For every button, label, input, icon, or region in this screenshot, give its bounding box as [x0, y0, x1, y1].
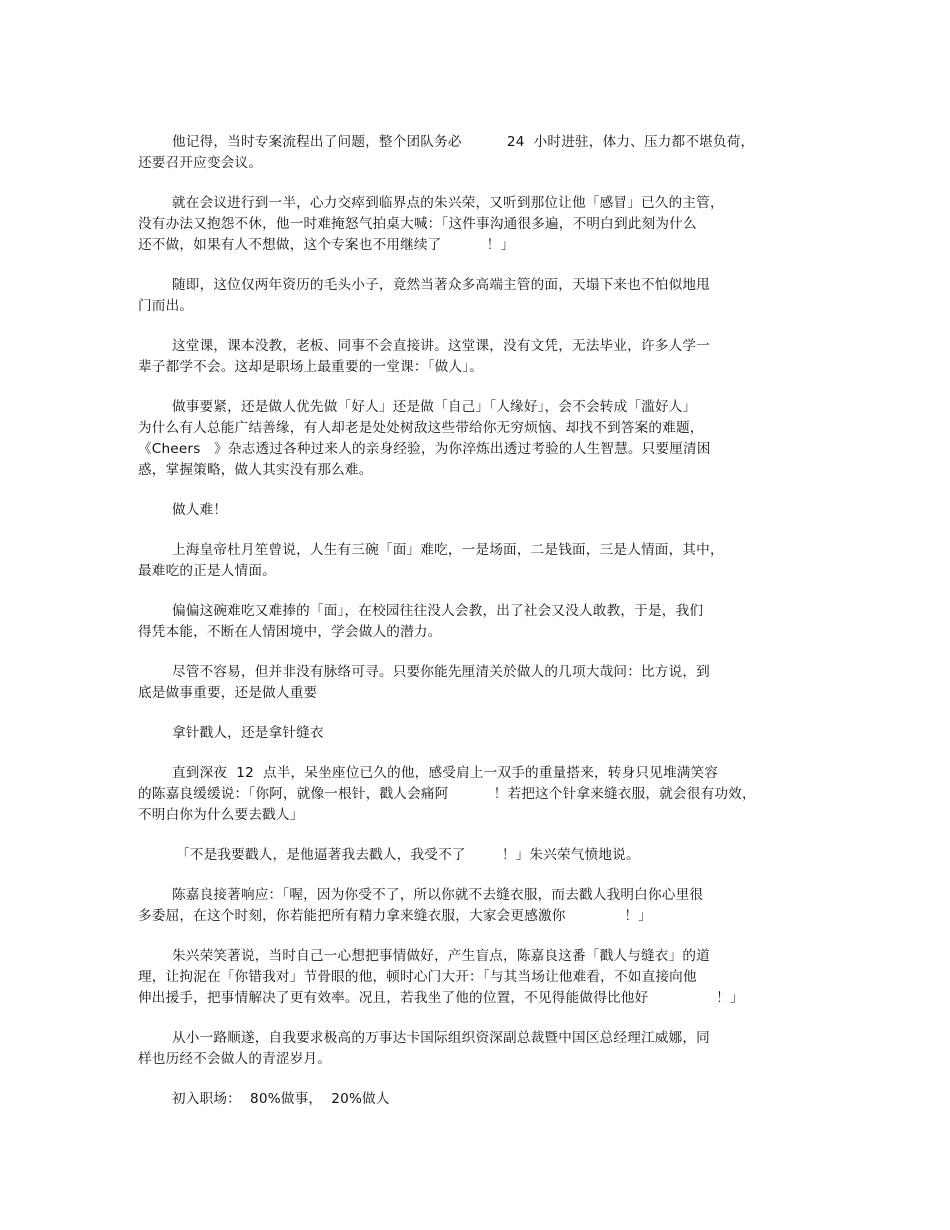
paragraph-line: 理，让拘泥在「你错我对」节骨眼的他，顿时心门大开：「与其当场让他难看，不如直接向他 [138, 969, 697, 985]
paragraph-line: 样也历经不会做人的青涩岁月。 [138, 1051, 332, 1067]
paragraph-line: 为什么有人总能广结善缘，有人却老是处处树敌这些带给你无穷烦恼、却找不到答案的难题， [138, 420, 704, 436]
paragraph-line: 偏偏这碗难吃又难捧的「面」，在校园往往没人会教，出了社会又没人敢教，于是，我们 [172, 603, 704, 619]
paragraph-line: 做事要紧，还是做人优先做「好人」还是做「自己」「人缘好」，会不会转成「滥好人」 [172, 399, 697, 415]
paragraph-line: 《Cheers 》杂志透过各种过来人的亲身经验，为你淬炼出透过考验的人生智慧。只要厘清困 [138, 441, 711, 457]
paragraph-line: 还不做，如果有人不想做，这个专案也不用继续了 ！」 [138, 237, 515, 253]
paragraph-line: 没有办法又抱怨不休，他一时难掩怒气拍桌大喊：「这件事沟通很多遍，不明白到此刻为什么 [138, 216, 697, 232]
paragraph-line: 就在会议进行到一半，心力交瘁到临界点的朱兴荣，又听到那位让他「感冒」已久的主管， [172, 195, 724, 211]
paragraph-line: 随即，这位仅两年资历的毛头小子，竟然当著众多高端主管的面，天塌下来也不怕似地甩 [172, 277, 710, 293]
paragraph-line: 惑，掌握策略，做人其实没有那么难。 [138, 462, 373, 478]
paragraph-line: 的陈嘉良缓缓说：「你阿，就像一根针，戳人会痛阿 ！若把这个针拿来缝衣服，就会很有功效， [138, 786, 756, 802]
paragraph-line: 辈子都学不会。这却是职场上最重要的一堂课：「做人」。 [138, 359, 484, 375]
paragraph-line: 「不是我要戳人，是他逼著我去戳人，我受不了 ！」朱兴荣气愤地说。 [176, 847, 640, 863]
section-heading: 拿针戳人，还是拿针缝衣 [172, 725, 324, 741]
paragraph-line: 多委屈，在这个时刻，你若能把所有精力拿来缝衣服，大家会更感激你 ！」 [138, 908, 652, 924]
paragraph-line: 门而出。 [138, 298, 194, 314]
paragraph-line: 他记得，当时专案流程出了问题，整个团队务必 24 小时进驻，体力、压力都不堪负荷， [172, 134, 755, 150]
paragraph-line: 得凭本能，不断在人情困境中，学会做人的潜力。 [138, 624, 442, 640]
section-heading: 做人难！ [172, 502, 228, 518]
paragraph-line: 底是做事重要，还是做人重要 [138, 685, 318, 701]
paragraph-line: 尽管不容易，但并非没有脉络可寻。只要你能先厘清关於做人的几项大哉问：比方说，到 [172, 664, 710, 680]
paragraph-line: 从小一路顺遂，自我要求极高的万事达卡国际组织资深副总裁暨中国区总经理江威娜，同 [172, 1030, 710, 1046]
paragraph-line: 上海皇帝杜月笙曾说，人生有三碗「面」难吃，一是场面，二是钱面，三是人情面，其中， [172, 542, 724, 558]
section-heading: 初入职场： 80%做事， 20%做人 [172, 1091, 390, 1107]
paragraph-line: 最难吃的正是人情面。 [138, 563, 276, 579]
paragraph-line: 朱兴荣笑著说，当时自己一心想把事情做好，产生盲点，陈嘉良这番「戳人与缝衣」的道 [172, 948, 710, 964]
paragraph-line: 这堂课，课本没教，老板、同事不会直接讲。这堂课，没有文凭，无法毕业，许多人学一 [172, 338, 710, 354]
paragraph-line: 陈嘉良接著响应：「喔，因为你受不了，所以你就不去缝衣服，而去戳人我明白你心里很 [172, 887, 704, 903]
paragraph-line: 伸出援手，把事情解决了更有效率。况且，若我坐了他的位置，不见得能做得比他好 ！」 [138, 990, 744, 1006]
paragraph-line: 不明白你为什么要去戳人」 [138, 807, 304, 823]
paragraph-line: 直到深夜 12 点半，呆坐座位已久的他，感受肩上一双手的重量搭来，转身只见堆满笑容 [172, 765, 719, 781]
paragraph-line: 还要召开应变会议。 [138, 155, 263, 171]
